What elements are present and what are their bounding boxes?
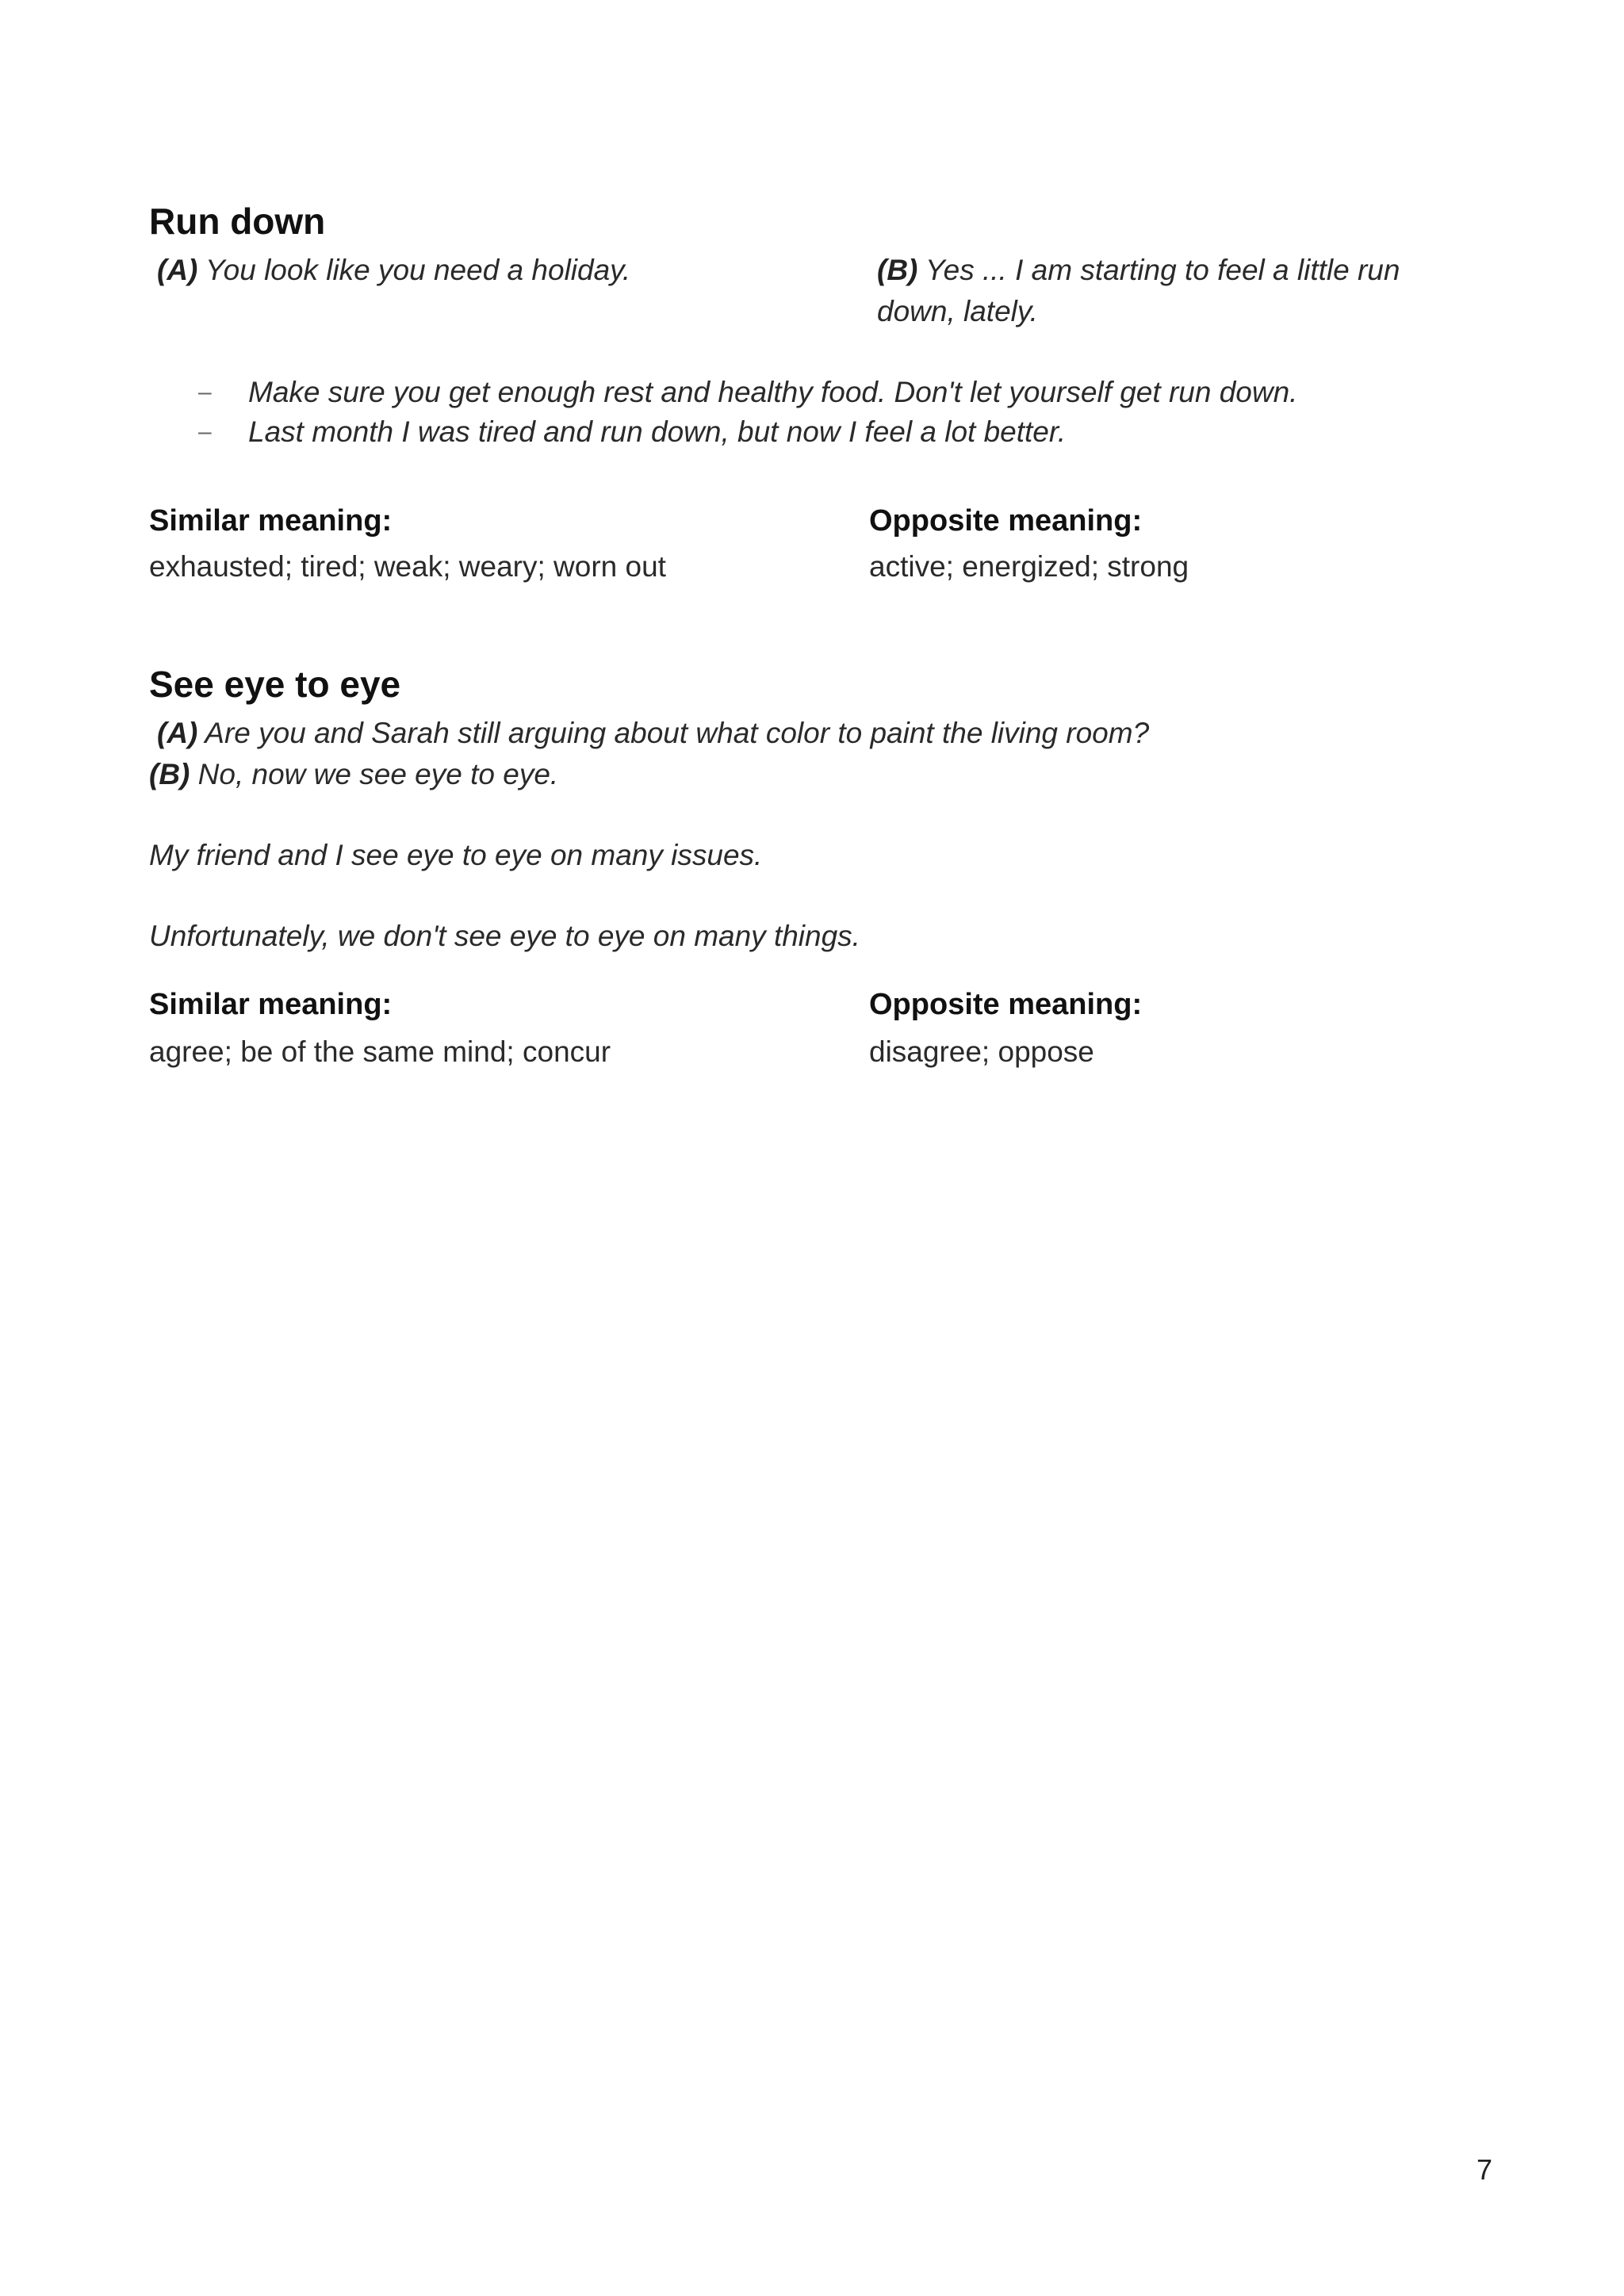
dialogue-text: You look like you need a holiday.	[205, 254, 631, 286]
opposite-meaning-label: Opposite meaning:	[869, 988, 1143, 1021]
opposite-meaning-label: Opposite meaning:	[869, 504, 1143, 538]
bullet-marker: –	[198, 419, 212, 445]
speaker-label: (A)	[157, 717, 198, 749]
dialogue-line-a	[157, 254, 630, 287]
dialogue-line-b	[877, 254, 1400, 287]
dialogue-line-b-continued: down, lately.	[877, 295, 1038, 327]
section-title-see-eye-to-eye: See eye to eye	[149, 664, 401, 705]
dialogue-line-a	[157, 717, 1149, 750]
page-number: 7	[1477, 2153, 1493, 2186]
speaker-label: (B)	[877, 254, 918, 286]
example-sentence: My friend and I see eye to eye on many issues.	[149, 839, 763, 871]
dialogue-text: No, now we see eye to eye.	[197, 758, 559, 790]
speaker-label: (B)	[149, 758, 190, 790]
opposite-meaning-words: active; energized; strong	[869, 550, 1189, 583]
similar-meaning-words: exhausted; tired; weak; weary; worn out	[149, 550, 666, 583]
dialogue-line-b	[149, 758, 558, 791]
opposite-meaning-words: disagree; oppose	[869, 1035, 1094, 1068]
example-bullet: Last month I was tired and run down, but now I feel a lot better.	[248, 415, 1067, 448]
example-sentence: Unfortunately, we don't see eye to eye on many things.	[149, 920, 860, 952]
speaker-label: (A)	[157, 254, 198, 286]
dialogue-text: Yes ... I am starting to feel a little run	[925, 254, 1400, 286]
dialogue-text: Are you and Sarah still arguing about what color to paint the living room?	[205, 717, 1150, 749]
similar-meaning-label: Similar meaning:	[149, 504, 393, 538]
section-title-run-down: Run down	[149, 201, 326, 242]
similar-meaning-label: Similar meaning:	[149, 988, 393, 1021]
example-bullet: Make sure you get enough rest and healthy food. Don't let yourself get run down.	[248, 376, 1298, 408]
bullet-marker: –	[198, 379, 212, 405]
similar-meaning-words: agree; be of the same mind; concur	[149, 1035, 611, 1068]
